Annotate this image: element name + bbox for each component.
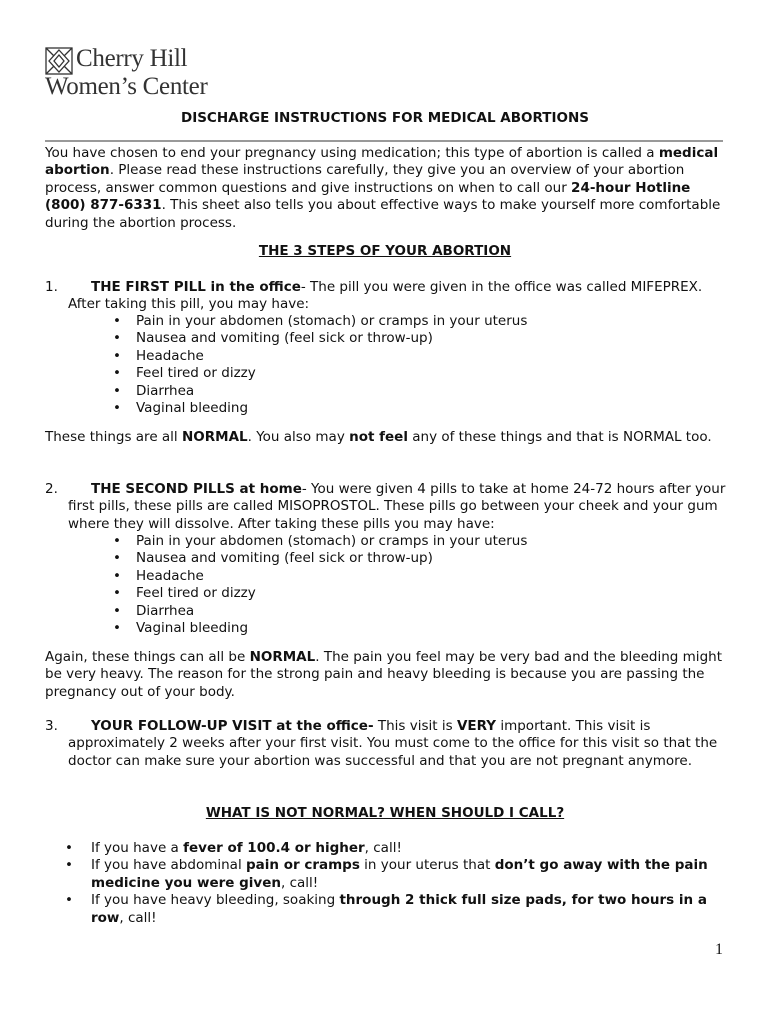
list-item: • Pain in your abdomen (stomach) or cramps in your uterus: [110, 533, 527, 550]
list-item: • If you have a fever of 100.4 or higher, call!: [65, 840, 730, 857]
list-item: • If you have abdominal pain or cramps in your uterus that don’t go away with the pain medicine you were given, call!: [65, 857, 730, 892]
step-2: [45, 481, 730, 533]
step-1-number: 1.: [45, 279, 58, 295]
list-item: • Pain in your abdomen (stomach) or cramps in your uterus: [110, 313, 527, 330]
list-item: • Feel tired or dizzy: [110, 365, 527, 382]
list-item: • Nausea and vomiting (feel sick or throw-up): [110, 550, 527, 567]
when-to-call-heading: WHAT IS NOT NORMAL? WHEN SHOULD I CALL?: [205, 805, 565, 821]
clinic-logo: [45, 44, 245, 100]
list-item: • Nausea and vomiting (feel sick or throw-up): [110, 330, 527, 347]
step-3-number: 3.: [45, 718, 58, 734]
step-2-text: - You were given 4 pills to take at home 24-72 hours after your first pills, these pills are called MISOPROSTOL. These pills go between your cheek and your gum where they will dissolve. After taking these pills you may have:: [68, 481, 726, 532]
list-item: • Headache: [110, 348, 527, 365]
step-1: [45, 279, 730, 314]
when-to-call-list: [65, 840, 730, 927]
title-divider: [45, 140, 723, 142]
step-1-symptom-list: [110, 313, 527, 417]
step-2-number: 2.: [45, 481, 58, 497]
list-item: • Headache: [110, 568, 527, 585]
page-number: 1: [715, 941, 723, 958]
step-1-text: - The pill you were given in the office was called MIFEPREX. After taking this pill, you may have:: [68, 279, 703, 313]
list-item: • Diarrhea: [110, 383, 527, 400]
logo-text-line1: Cherry Hill: [76, 45, 188, 72]
list-item: • Vaginal bleeding: [110, 620, 527, 637]
step-2-symptom-list: [110, 533, 527, 637]
step-3-heading: YOUR FOLLOW-UP VISIT at the office-: [91, 718, 374, 734]
list-item: • Diarrhea: [110, 603, 527, 620]
step-3: 3. YOUR FOLLOW-UP VISIT at the office- This visit is VERY important. This visit is approximately 2 weeks after your first visit. You must come to the office for this visit so that the doctor can make sure your abortion was successful and that you are not pregnant anymore.: [45, 718, 718, 769]
list-item: • If you have heavy bleeding, soaking through 2 thick full size pads, for two hours in a row, call!: [65, 892, 730, 927]
intro-paragraph: You have chosen to end your pregnancy using medication; this type of abortion is called a medical abortion. Please read these instructions carefully, they give you an overview of your abortion process, answer common questions and give instructions on when to call our 24-hour Hotline (800) 877-6331. This sheet also tells you about effective ways to make yourself more comfortable during the abortion process.: [45, 145, 721, 231]
list-item: • Vaginal bleeding: [110, 400, 527, 417]
list-item: • Feel tired or dizzy: [110, 585, 527, 602]
normal-note-1: These things are all NORMAL. You also may not feel any of these things and that is NORMAL too.: [45, 429, 712, 445]
document-title: DISCHARGE INSTRUCTIONS FOR MEDICAL ABORTIONS: [180, 110, 590, 126]
step-2-heading: THE SECOND PILLS at home: [91, 481, 302, 497]
normal-note-2: Again, these things can all be NORMAL. The pain you feel may be very bad and the bleeding might be very heavy. The reason for the strong pain and heavy bleeding is because you are passing the pregnancy out of your body.: [45, 649, 722, 700]
step-1-heading: THE FIRST PILL in the office: [91, 279, 301, 295]
logo-text-line2: Women’s Center: [45, 73, 208, 100]
steps-heading: THE 3 STEPS OF YOUR ABORTION: [258, 243, 512, 259]
